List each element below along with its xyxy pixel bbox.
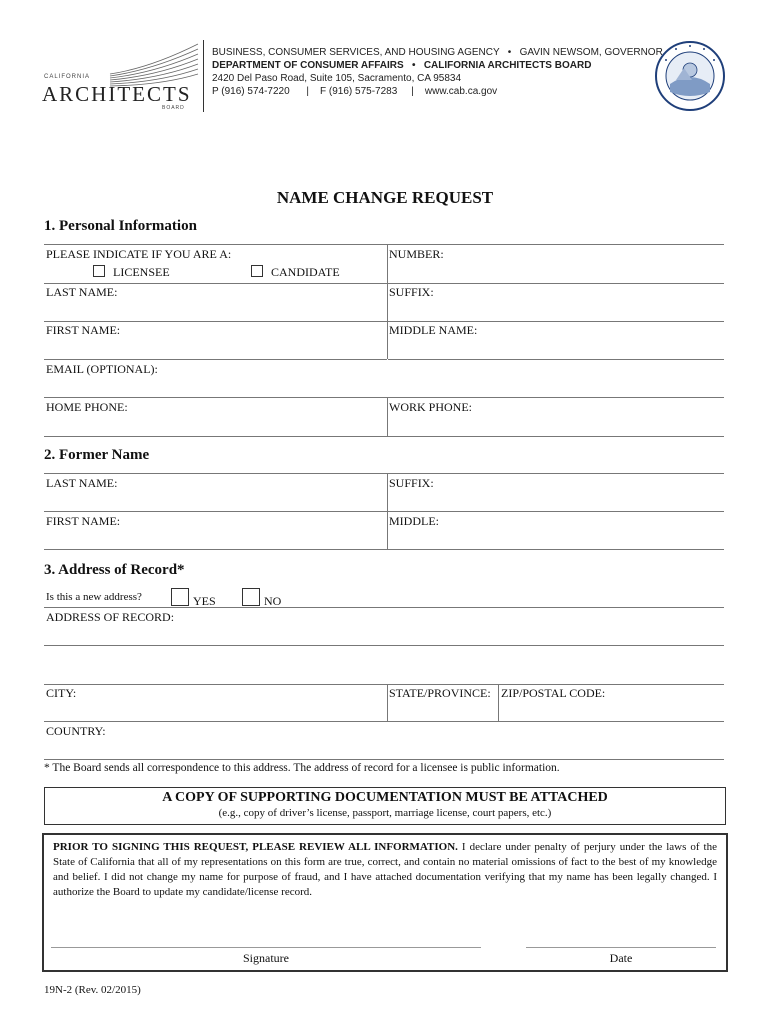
- last-name-field[interactable]: [45, 300, 385, 320]
- first-name-field[interactable]: [45, 338, 385, 358]
- declaration-text: [53, 840, 717, 900]
- former-middle-field[interactable]: [388, 529, 724, 549]
- date-field[interactable]: [526, 927, 716, 948]
- address-of-record-label: ADDRESS OF RECORD:: [46, 610, 175, 624]
- declaration-body: I declare under penalty of perjury under the laws of the State of California that all of my representations on this form are true, correct, and contain no material omissions of fact to the best of my knowledge and belief. I did not change my name for purpose of fraud, and I have attached documentation verifying that my name has been legally changed. I authorize the Board to update my candidate/license record.: [53, 841, 717, 898]
- agency-line: BUSINESS, CONSUMER SERVICES, AND HOUSING AGENCY • GAVIN NEWSOM, GOVERNOR: [212, 47, 663, 58]
- work-phone-field[interactable]: [388, 415, 724, 435]
- country-label: COUNTRY:: [46, 724, 106, 738]
- header-address-block: [212, 46, 663, 98]
- supporting-docs-notice: [44, 787, 726, 825]
- zip-field[interactable]: [499, 701, 724, 720]
- notice-subtitle: (e.g., copy of driver’s license, passport, marriage license, court papers, etc.): [218, 807, 552, 819]
- candidate-checkbox[interactable]: [251, 265, 263, 277]
- city-field[interactable]: [45, 701, 385, 720]
- country-field[interactable]: [45, 739, 724, 758]
- city-label: CITY:: [46, 686, 77, 700]
- department-line: DEPARTMENT OF CONSUMER AFFAIRS • CALIFORNIA ARCHITECTS BOARD: [212, 60, 592, 71]
- new-address-question: Is this a new address?: [46, 591, 142, 603]
- number-field[interactable]: [388, 262, 724, 282]
- licensee-checkbox[interactable]: [93, 265, 105, 277]
- suffix-field[interactable]: [388, 300, 724, 320]
- middle-name-field[interactable]: [388, 338, 724, 358]
- state-label: STATE/PROVINCE:: [389, 686, 491, 700]
- address-field-line-1[interactable]: [45, 625, 724, 645]
- declaration-box: [42, 833, 728, 972]
- logo-top-text: CALIFORNIA: [44, 74, 91, 80]
- middle-name-label: MIDDLE NAME:: [389, 323, 478, 337]
- header-divider: [203, 40, 204, 112]
- section-3-heading: 3. Address of Record*: [44, 562, 185, 578]
- candidate-label: CANDIDATE: [271, 265, 340, 279]
- licensee-label: LICENSEE: [113, 265, 170, 279]
- yes-label: YES: [193, 594, 216, 608]
- no-label: NO: [264, 594, 282, 608]
- suffix-label: SUFFIX:: [389, 285, 434, 299]
- email-label: EMAIL (OPTIONAL):: [46, 362, 158, 376]
- former-last-name-label: LAST NAME:: [46, 476, 118, 490]
- date-label: Date: [609, 951, 633, 965]
- signature-field[interactable]: [51, 927, 481, 948]
- former-suffix-label: SUFFIX:: [389, 476, 434, 490]
- logo-sub-text: BOARD: [162, 105, 185, 111]
- email-field[interactable]: [45, 377, 724, 397]
- section-1-heading: 1. Personal Information: [44, 218, 197, 234]
- notice-title: A COPY OF SUPPORTING DOCUMENTATION MUST BE ATTACHED: [162, 790, 608, 805]
- yes-checkbox[interactable]: [171, 588, 189, 606]
- state-seal: [654, 40, 726, 112]
- zip-label: ZIP/POSTAL CODE:: [501, 686, 606, 700]
- board-logo: [40, 40, 200, 120]
- contact-line: P (916) 574-7220 | F (916) 575-7283 | www.cab.ca.gov: [212, 86, 498, 97]
- logo-main-text: ARCHITECTS: [42, 82, 192, 106]
- seal-icon: [654, 40, 726, 112]
- former-last-name-field[interactable]: [45, 491, 385, 511]
- address-line: 2420 Del Paso Road, Suite 105, Sacramento, CA 95834: [212, 73, 462, 84]
- no-checkbox[interactable]: [242, 588, 260, 606]
- declaration-lead: PRIOR TO SIGNING THIS REQUEST, PLEASE REVIEW ALL INFORMATION.: [53, 841, 458, 853]
- address-field-line-2[interactable]: [45, 646, 724, 684]
- former-first-name-field[interactable]: [45, 529, 385, 549]
- page-title: NAME CHANGE REQUEST: [276, 188, 494, 207]
- last-name-label: LAST NAME:: [46, 285, 118, 299]
- address-footnote: * The Board sends all correspondence to this address. The address of record for a licensee is public information.: [44, 762, 560, 774]
- first-name-label: FIRST NAME:: [46, 323, 121, 337]
- former-middle-label: MIDDLE:: [389, 514, 439, 528]
- former-first-name-label: FIRST NAME:: [46, 514, 121, 528]
- indicate-label: PLEASE INDICATE IF YOU ARE A:: [46, 247, 232, 261]
- state-field[interactable]: [388, 701, 497, 720]
- former-suffix-field[interactable]: [388, 491, 724, 511]
- section-2-heading: 2. Former Name: [44, 447, 150, 463]
- form-id: 19N-2 (Rev. 02/2015): [44, 984, 141, 996]
- work-phone-label: WORK PHONE:: [389, 400, 472, 414]
- home-phone-field[interactable]: [45, 415, 385, 435]
- number-label: NUMBER:: [389, 247, 444, 261]
- home-phone-label: HOME PHONE:: [46, 400, 128, 414]
- signature-label: Signature: [243, 951, 289, 965]
